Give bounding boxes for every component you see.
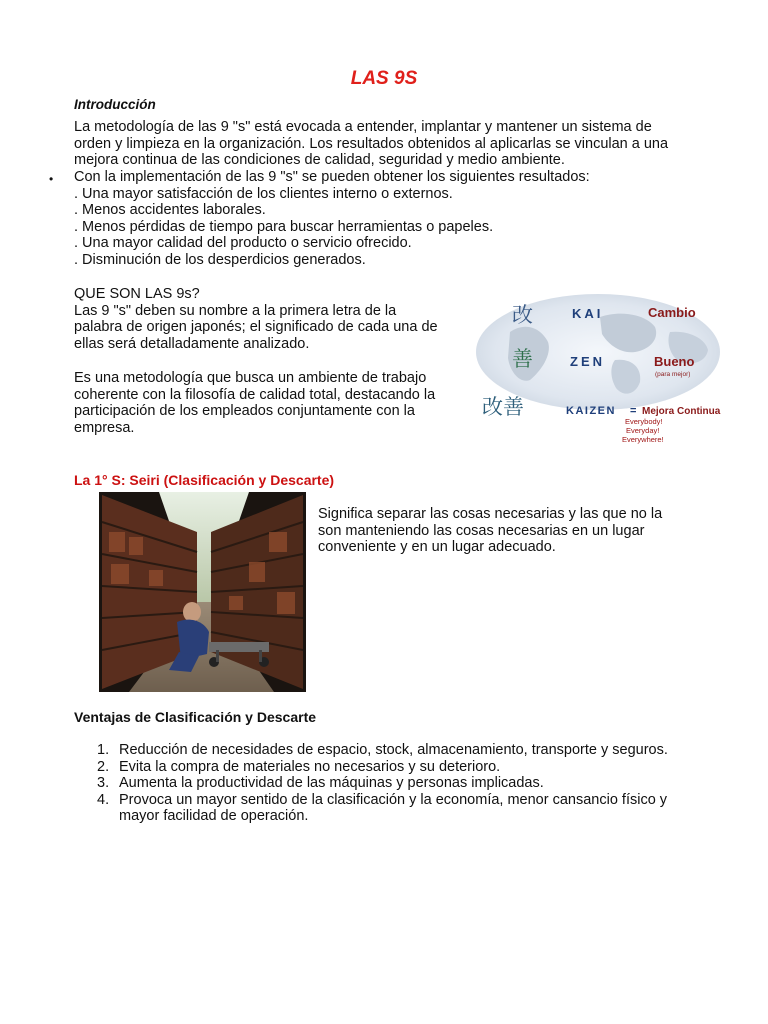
results-line: . Disminución de los desperdicios generados. xyxy=(74,251,366,268)
list-item-text: Evita la compra de materiales no necesarios y su deterioro. xyxy=(119,758,501,775)
kai-label: KAI xyxy=(572,306,604,321)
que-son-line: Las 9 "s" deben su nombre a la primera letra de la xyxy=(74,302,397,319)
mejora-label: Mejora Continua xyxy=(642,406,721,417)
kanji-kai: 改 xyxy=(512,303,533,327)
list-item-number: 3. xyxy=(97,775,110,792)
intro-line: La metodología de las 9 "s" está evocada a entender, implantar y mantener un sistema de xyxy=(74,119,652,135)
results-line: . Menos accidentes laborales. xyxy=(74,202,266,219)
results-line: . Menos pérdidas de tiempo para buscar herramientas o papeles. xyxy=(74,218,494,235)
kaizen-globe-image xyxy=(470,292,725,447)
que-son-line: ellas será detalladamente analizado. xyxy=(74,335,310,352)
zen-label: ZEN xyxy=(570,354,605,369)
bueno-sub-label: (para mejor) xyxy=(655,371,691,378)
metodologia-line: coherente con la filosofía de calidad total, destacando la xyxy=(74,386,436,403)
everyday-label: Everyday! xyxy=(626,426,660,435)
results-line: . Una mayor calidad del producto o servicio ofrecido. xyxy=(74,235,412,252)
que-son-line: QUE SON LAS 9s? xyxy=(74,286,200,302)
list-item-text: mayor facilidad de operación. xyxy=(119,808,309,825)
list-item-number: 2. xyxy=(97,758,110,775)
intro-line: mejora continua de las condiciones de calidad, seguridad y medio ambiente. xyxy=(74,152,565,169)
que-son-paragraph xyxy=(74,286,474,352)
list-item-text: Reducción de necesidades de espacio, stock, almacenamiento, transporte y seguros. xyxy=(119,742,668,758)
section1-line: Significa separar las cosas necesarias y las que no la xyxy=(318,506,663,522)
list-item-text: Aumenta la productividad de las máquinas y personas implicadas. xyxy=(119,775,544,792)
section1-heading: La 1° S: Seiri (Clasificación y Descarte) xyxy=(74,472,335,488)
worker-head xyxy=(183,602,201,622)
kanji-zen: 善 xyxy=(512,347,533,371)
metodologia-line: Es una metodología que busca un ambiente de trabajo xyxy=(74,370,427,386)
metodologia-paragraph xyxy=(74,370,474,436)
everywhere-label: Everywhere! xyxy=(622,435,664,444)
warehouse-photo xyxy=(99,492,306,692)
section1-line: conveniente y en un lugar adecuado. xyxy=(318,539,556,556)
list-item xyxy=(74,775,724,792)
bueno-label: Bueno xyxy=(654,354,695,369)
intro-paragraph xyxy=(74,119,714,169)
que-son-line: palabra de origen japonés; el significado de cada una de xyxy=(74,319,438,336)
bullet-marker: • xyxy=(49,172,54,186)
section1-line: son manteniendo las cosas necesarias en un lugar xyxy=(318,522,645,539)
list-item xyxy=(74,742,724,759)
kaizen-label: KAIZEN xyxy=(566,405,616,417)
page-title: LAS 9S xyxy=(350,68,418,89)
equals-sign: = xyxy=(630,405,637,417)
results-line: Con la implementación de las 9 "s" se pueden obtener los siguientes resultados: xyxy=(74,169,590,185)
everybody-label: Everybody! xyxy=(625,417,663,426)
section1-paragraph xyxy=(318,506,718,556)
list-item xyxy=(74,759,724,776)
metodologia-line: participación de los empleados conjuntamente con la xyxy=(74,403,415,420)
ventajas-list xyxy=(74,742,724,825)
results-list xyxy=(74,169,714,269)
list-item-number: 1. xyxy=(97,742,110,758)
list-item xyxy=(74,792,724,825)
list-item-number: 4. xyxy=(97,791,110,808)
list-item-text: Provoca un mayor sentido de la clasificación y la economía, menor cansancio físico y xyxy=(119,791,668,808)
ventajas-heading: Ventajas de Clasificación y Descarte xyxy=(74,709,317,725)
results-line: . Una mayor satisfacción de los clientes interno o externos. xyxy=(74,185,453,202)
intro-line: orden y limpieza en la organización. Los resultados obtenidos al aplicarlas se vinculan a una xyxy=(74,135,669,152)
cambio-label: Cambio xyxy=(648,305,696,320)
metodologia-line: empresa. xyxy=(74,419,135,436)
intro-heading: Introducción xyxy=(74,97,156,112)
kanji-kaizen: 改善 xyxy=(482,395,524,419)
